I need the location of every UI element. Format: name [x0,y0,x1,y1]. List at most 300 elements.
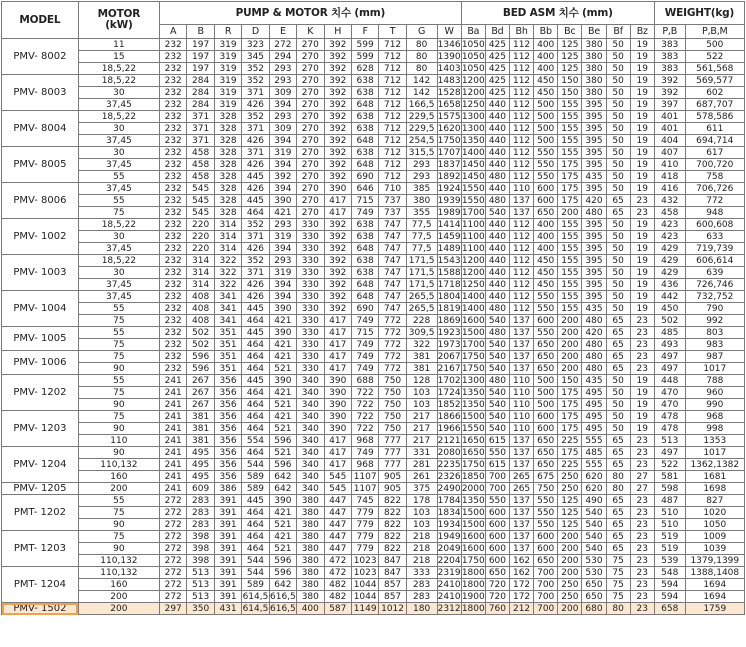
value-cell: 440 [485,183,509,195]
value-cell: 232 [159,99,186,111]
value-cell: 150 [558,87,582,99]
value-cell: 23 [630,531,654,543]
value-cell: 23 [630,603,654,615]
motor-cell: 55 [78,195,159,207]
value-cell: 80 [406,63,437,75]
value-cell: 642 [269,483,296,495]
value-cell: 1837 [437,159,461,170]
value-cell: 1700 [461,207,485,218]
value-cell: 550 [534,303,558,315]
value-cell: 356 [214,459,241,471]
value-cell: 587 [324,603,351,615]
value-cell: 19 [630,411,654,423]
table-row [2,279,745,291]
value-cell: 283 [187,507,214,519]
value-cell: 1694 [685,591,744,603]
value-cell: 200 [558,207,582,219]
value-cell: 758 [685,171,744,183]
value-cell: 421 [269,315,296,327]
value-cell: 1700 [461,339,485,350]
value-cell: 394 [269,279,296,291]
value-cell: 1620 [437,123,461,134]
value-cell: 394 [269,183,296,195]
value-cell: 1350 [461,387,485,398]
value-cell: 270 [297,135,324,147]
value-cell: 435 [582,375,606,387]
value-cell: 137 [510,459,534,471]
value-cell: 1750 [461,351,485,362]
motor-cell: 37,45 [78,291,159,303]
value-cell: 470 [654,387,685,399]
value-cell: 272 [159,591,186,603]
model-cell: PMV- 1006 [2,351,79,375]
value-cell: 638 [351,123,378,135]
value-cell: 722 [351,387,378,399]
value-cell: 232 [159,111,186,123]
value-cell: 395 [582,231,606,243]
value-cell: 540 [485,207,509,219]
value-cell: 283 [406,579,437,591]
value-cell: 712 [379,159,406,171]
value-cell: 137 [510,195,534,207]
value-cell: 464 [242,387,269,399]
motor-cell: 90 [78,447,159,459]
value-cell: 340 [297,411,324,423]
value-cell: 383 [654,63,685,75]
value-cell: 480 [582,351,606,363]
value-cell: 386 [214,483,241,495]
value-cell: 550 [534,291,558,303]
value-cell: 112 [510,267,534,279]
motor-cell: 110,132 [78,459,159,471]
value-cell: 125 [558,63,582,75]
value-cell: 112 [510,39,534,51]
value-cell: 200 [558,327,582,339]
value-cell: 395 [582,99,606,111]
value-cell: 544 [242,567,269,579]
value-cell: 445 [242,171,269,183]
value-cell: 394 [269,99,296,111]
value-cell: 747 [379,243,406,255]
value-cell: 265 [510,483,534,495]
value-cell: 112 [510,63,534,75]
value-cell: 380 [582,39,606,51]
value-cell: 225 [558,459,582,471]
value-cell: 1750 [461,363,485,374]
value-cell: 539 [654,555,685,567]
pump-spec-table [1,1,745,615]
motor-cell: 75 [78,339,159,351]
value-cell: 391 [214,531,241,543]
value-cell: 319 [214,75,241,87]
value-cell: 675 [534,471,558,483]
value-cell: 680 [582,603,606,615]
value-cell: 712 [379,87,406,99]
value-cell: 390 [324,399,351,411]
model-cell: PMV- 1203 [2,411,79,447]
table-row [2,135,745,147]
value-cell: 110 [510,423,534,435]
value-cell: 397 [654,99,685,111]
value-cell: 500 [534,375,558,387]
value-cell: 750 [534,483,558,495]
value-cell: 497 [654,363,685,375]
motor-cell: 75 [78,207,159,219]
value-cell: 500 [534,135,558,147]
value-cell: 270 [297,39,324,51]
value-cell: 137 [510,507,534,519]
value-cell: 464 [242,351,269,363]
value-cell: 19 [630,147,654,159]
value-cell: 1107 [351,483,378,495]
value-cell: 1973 [437,339,461,350]
model-cell: PMV- 1202 [2,375,79,411]
value-cell: 426 [242,183,269,195]
value-cell: 250 [558,579,582,591]
value-cell: 394 [269,159,296,171]
value-cell: 65 [606,327,630,339]
value-cell: 715 [351,327,378,339]
table-row [2,75,745,87]
value-cell: 137 [510,363,534,375]
value-cell: 450 [654,303,685,315]
value-cell: 50 [606,63,630,75]
value-cell: 380 [297,555,324,567]
value-cell: 330 [297,255,324,267]
motor-cell: 110,132 [78,555,159,567]
value-cell: 2067 [437,351,461,362]
value-cell: 293 [269,75,296,87]
value-cell: 314 [187,279,214,291]
value-cell: 400 [534,63,558,75]
value-cell: 391 [214,555,241,567]
value-cell: 155 [558,279,582,291]
table-row [2,219,745,231]
value-cell: 50 [606,75,630,87]
value-cell: 380 [297,579,324,591]
value-cell: 232 [159,87,186,99]
value-cell: 719,739 [685,243,744,255]
value-cell: 112 [510,159,534,171]
value-cell: 395 [582,243,606,255]
value-cell: 356 [214,435,241,447]
value-cell: 322 [406,339,437,351]
value-cell: 1350 [461,495,485,506]
value-cell: 218 [406,543,437,555]
bed-col-header: Be [582,25,606,39]
value-cell: 589 [242,471,269,483]
value-cell: 609 [187,483,214,495]
value-cell: 352 [242,75,269,87]
value-cell: 110 [510,387,534,399]
motor-cell: 110 [78,435,159,447]
value-cell: 425 [485,87,509,99]
value-cell: 401 [654,111,685,123]
table-body [2,39,745,615]
motor-cell: 110,132 [78,567,159,579]
value-cell: 712 [379,39,406,51]
value-cell: 600 [534,315,558,327]
value-cell: 650 [534,207,558,219]
value-cell: 394 [269,291,296,303]
value-cell: 510 [654,507,685,519]
value-cell: 440 [485,147,509,159]
value-cell: 270 [297,87,324,99]
value-cell: 1528 [437,87,461,98]
value-cell: 281 [406,459,437,471]
value-cell: 293 [269,63,296,75]
value-cell: 648 [351,159,378,171]
value-cell: 480 [582,207,606,219]
motor-cell: 160 [78,579,159,591]
table-row [2,399,745,411]
value-cell: 1718 [437,279,461,290]
value-cell: 1400 [461,147,485,158]
value-cell: 495 [582,399,606,411]
value-cell: 380 [582,63,606,75]
value-cell: 232 [159,303,186,315]
value-cell: 1759 [685,603,744,615]
value-cell: 65 [606,519,630,531]
value-cell: 772 [379,363,406,375]
value-cell: 749 [351,447,378,459]
value-cell: 983 [685,339,744,351]
pump-col-header: E [269,25,296,39]
value-cell: 355 [406,207,437,219]
value-cell: 137 [510,495,534,507]
value-cell: 125 [558,519,582,531]
table-row [2,603,745,615]
value-cell: 487 [654,495,685,507]
value-cell: 417 [324,327,351,339]
value-cell: 440 [485,231,509,243]
value-cell: 319 [214,51,241,63]
value-cell: 596 [269,459,296,471]
value-cell: 175 [558,423,582,435]
value-cell: 650 [534,339,558,351]
value-cell: 110 [510,411,534,423]
motor-cell: 55 [78,495,159,507]
value-cell: 540 [582,531,606,543]
value-cell: 50 [606,87,630,99]
value-cell: 857 [379,579,406,591]
motor-cell: 200 [78,483,159,495]
value-cell: 371 [242,123,269,135]
value-cell: 356 [214,447,241,459]
value-cell: 550 [534,159,558,171]
value-cell: 265 [510,471,534,483]
table-row [2,411,745,423]
value-cell: 998 [685,423,744,435]
value-cell: 638 [351,219,378,231]
value-cell: 464 [242,399,269,411]
value-cell: 747 [379,255,406,267]
value-cell: 200 [558,567,582,579]
value-cell: 1100 [461,243,485,254]
table-row [2,171,745,183]
value-cell: 380 [297,567,324,579]
value-cell: 232 [159,147,186,159]
value-cell: 125 [558,495,582,507]
value-cell: 425 [485,51,509,63]
value-cell: 712 [379,171,406,183]
value-cell: 220 [187,231,214,243]
value-cell: 272 [159,579,186,591]
value-cell: 356 [214,387,241,399]
value-cell: 232 [159,267,186,279]
value-cell: 395 [582,183,606,195]
value-cell: 80 [406,39,437,51]
value-cell: 440 [485,135,509,147]
value-cell: 1900 [461,591,485,602]
value-cell: 1050 [685,519,744,531]
value-cell: 690 [351,171,378,183]
value-cell: 407 [654,147,685,159]
value-cell: 322 [214,267,241,279]
value-cell: 495 [582,411,606,423]
value-cell: 2410 [437,579,461,590]
value-cell: 392 [654,87,685,99]
value-cell: 395 [582,267,606,279]
value-cell: 425 [485,39,509,51]
model-header: MODEL [2,2,79,39]
value-cell: 112 [510,219,534,231]
value-cell: 750 [379,423,406,435]
value-cell: 2204 [437,555,461,566]
value-cell: 1483 [437,75,461,86]
value-cell: 440 [485,219,509,231]
value-cell: 314 [187,255,214,267]
value-cell: 220 [187,219,214,231]
value-cell: 464 [242,447,269,459]
value-cell: 390 [324,411,351,423]
table-row [2,555,745,567]
value-cell: 309 [269,123,296,135]
value-cell: 112 [510,279,534,291]
value-cell: 1414 [437,219,461,230]
value-cell: 464 [242,519,269,531]
value-cell: 180 [406,603,437,615]
value-cell: 1200 [461,87,485,98]
value-cell: 50 [606,387,630,399]
value-cell: 65 [606,543,630,555]
value-cell: 400 [534,219,558,231]
value-cell: 1100 [461,219,485,230]
table-row [2,207,745,219]
value-cell: 650 [534,363,558,375]
value-cell: 23 [630,567,654,579]
value-cell: 392 [654,75,685,87]
value-cell: 341 [214,291,241,303]
value-cell: 447 [324,543,351,555]
value-cell: 493 [654,339,685,351]
value-cell: 417 [324,339,351,351]
value-cell: 447 [324,495,351,507]
value-cell: 417 [324,459,351,471]
value-cell: 749 [351,315,378,327]
value-cell: 700 [485,483,509,495]
value-cell: 112 [510,243,534,255]
value-cell: 345 [242,51,269,63]
motor-cell: 18,5,22 [78,75,159,87]
value-cell: 464 [242,543,269,555]
value-cell: 395 [582,135,606,147]
value-cell: 65 [606,507,630,519]
value-cell: 330 [297,291,324,303]
table-header [2,2,745,39]
value-cell: 19 [630,375,654,387]
value-cell: 569,577 [685,75,744,87]
value-cell: 485 [654,327,685,339]
value-cell: 464 [242,315,269,327]
value-cell: 435 [582,303,606,315]
model-cell: PMV- 1002 [2,219,79,255]
value-cell: 23 [630,207,654,219]
value-cell: 200 [558,315,582,327]
value-cell: 390 [269,195,296,207]
value-cell: 425 [485,75,509,87]
value-cell: 712 [379,63,406,75]
value-cell: 229,5 [406,123,437,135]
value-cell: 175 [558,387,582,399]
value-cell: 330 [297,339,324,351]
table-row [2,147,745,159]
value-cell: 175 [558,171,582,183]
value-cell: 522 [654,459,685,471]
value-cell: 777 [379,435,406,447]
value-cell: 779 [351,519,378,531]
value-cell: 155 [558,243,582,255]
weight-header: WEIGHT(kg) [654,2,744,25]
model-cell: PMV- 1005 [2,327,79,351]
motor-cell: 55 [78,171,159,183]
value-cell: 27 [630,483,654,495]
value-cell: 137 [510,315,534,327]
value-cell: 175 [558,399,582,411]
value-cell: 65 [606,339,630,351]
table-row [2,363,745,375]
value-cell: 478 [654,411,685,423]
value-cell: 351 [214,351,241,363]
value-cell: 137 [510,519,534,531]
value-cell: 1200 [461,75,485,86]
value-cell: 380 [297,495,324,507]
value-cell: 395 [582,147,606,159]
motor-cell: 90 [78,423,159,435]
value-cell: 322 [214,255,241,267]
value-cell: 293 [269,219,296,231]
value-cell: 155 [558,111,582,123]
motor-cell: 75 [78,411,159,423]
value-cell: 650 [582,579,606,591]
value-cell: 1550 [461,195,485,206]
value-cell: 392 [324,171,351,183]
model-cell: PMV- 1004 [2,291,79,327]
model-cell: PMT- 1203 [2,531,79,567]
value-cell: 80 [606,471,630,483]
value-cell: 283 [187,495,214,507]
pump-motor-dims-header: PUMP & MOTOR 치수 (mm) [159,2,461,25]
value-cell: 319 [269,147,296,159]
value-cell: 426 [242,291,269,303]
value-cell: 112 [510,147,534,159]
value-cell: 2080 [437,447,461,458]
value-cell: 440 [485,255,509,267]
value-cell: 50 [606,267,630,279]
value-cell: 283 [187,519,214,531]
value-cell: 341 [214,315,241,327]
value-cell: 1681 [685,471,744,483]
